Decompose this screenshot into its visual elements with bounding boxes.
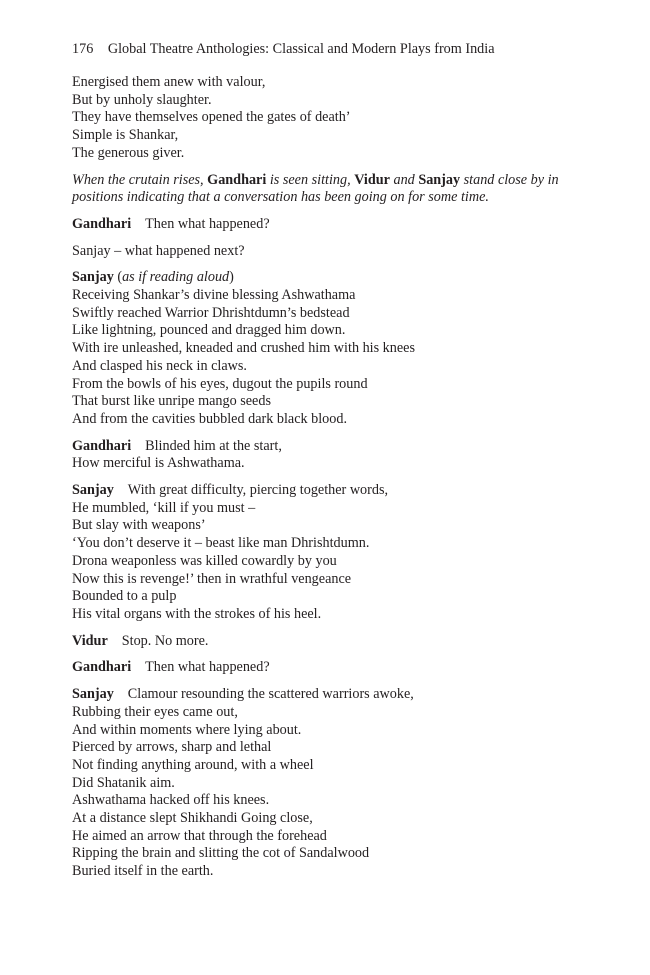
page-number: 176 [72,41,94,57]
book-page [72,38,612,881]
stage-direction [72,172,612,207]
speech [72,438,612,473]
speech [72,216,612,234]
speech-line: Now this is revenge!’ then in wrathful vengeance [72,570,352,587]
speech-line: Rubbing their eyes came out, [72,703,238,720]
speech-line: Stop. No more. [121,632,209,649]
verse-line: The generous giver. [72,144,185,161]
speech-line: Did Shatanik aim. [72,774,175,791]
speech-line: And within moments where lying about. [72,721,302,738]
speech-line: Buried itself in the earth. [72,863,214,880]
speech-line: Ashwathama hacked off his knees. [72,792,270,809]
speech-line: He mumbled, ‘kill if you must – [72,499,256,516]
speech-line: His vital organs with the strokes of his heel. [72,605,322,622]
speaker-name: Sanjay [72,482,114,499]
speech-line: Sanjay – what happened next? [72,242,245,259]
speech-line: Like lightning, pounced and dragged him down. [72,322,346,339]
speech-line: Not finding anything around, with a wheel [72,756,314,773]
speech-line: That burst like unripe mango seeds [72,393,271,410]
speech-line: ‘You don’t deserve it – beast like man Dhrishtdumn. [72,535,370,552]
speech-line: Bounded to a pulp [72,588,177,605]
stage-direction-line: positions indicating that a conversation has been going on for some time. [72,189,489,206]
speech [72,686,612,881]
verse-line: Energised them anew with valour, [72,74,266,90]
speaker-name: Sanjay [72,686,114,703]
speaker-name: Vidur [72,632,108,649]
speech-line: From the bowls of his eyes, dugout the pupils round [72,375,368,392]
running-header [72,38,612,60]
speech: Sanjay (as if reading aloud) Receiving Shankar’s divine blessing Ashwathama Swiftly reached Warrior Dhrishtdumn’s bedstead Like lightning, pounced and dragged him down. With ire unleashed, kneaded and crushed him with his knees And clasped his neck in claws. From the bowls of his eyes, dugout the pupils round That burst like unripe mango seeds And from the cavities bubbled dark black blood. [72,269,612,428]
speech-line: And from the cavities bubbled dark black blood. [72,410,348,427]
speech-line: Blinded him at the start, [145,437,282,454]
speech-line: Then what happened? [145,659,270,676]
speech [72,482,612,624]
speech [72,659,612,677]
speech-line: Drona weaponless was killed cowardly by you [72,552,337,569]
running-title: Global Theatre Anthologies: Classical and Modern Plays from India [107,41,495,57]
speech-line: With great difficulty, piercing together words, [127,482,389,499]
verse-line: Simple is Shankar, [72,127,179,144]
character-name: Sanjay [418,171,461,188]
speech-line: Then what happened? [145,215,270,232]
speech-line: He aimed an arrow that through the forehead [72,827,327,844]
speech-line: Pierced by arrows, sharp and lethal [72,739,272,756]
speech-line: But slay with weapons’ [72,517,206,534]
speech-line: At a distance slept Shikhandi Going close, [72,810,313,827]
verse-line: But by unholy slaughter. [72,91,212,108]
speaker-name: Gandhari [72,215,132,232]
aside-direction: as if reading aloud [122,269,230,286]
speaker-name: Sanjay [72,269,114,286]
character-name: Vidur [354,171,390,188]
speech-line: How merciful is Ashwathama. [72,455,245,472]
speech-line: And clasped his neck in claws. [72,357,247,374]
speaker-name: Gandhari [72,659,132,676]
speech [72,633,612,651]
opening-verse [72,74,612,163]
speech [72,243,612,261]
speech-line: Clamour resounding the scattered warriors awoke, [127,686,414,703]
character-name: Gandhari [207,171,267,188]
speech-line: Swiftly reached Warrior Dhrishtdumn’s bedstead [72,304,350,321]
stage-direction-line: When the crutain rises, Gandhari is seen sitting, Vidur and Sanjay stand close by in [72,171,559,188]
speech-line: Ripping the brain and slitting the cot of Sandalwood [72,845,370,862]
verse-line: They have themselves opened the gates of death’ [72,109,351,126]
speech-line: Receiving Shankar’s divine blessing Ashwathama [72,287,356,304]
speech-line: With ire unleashed, kneaded and crushed him with his knees [72,340,415,357]
speaker-name: Gandhari [72,437,132,454]
